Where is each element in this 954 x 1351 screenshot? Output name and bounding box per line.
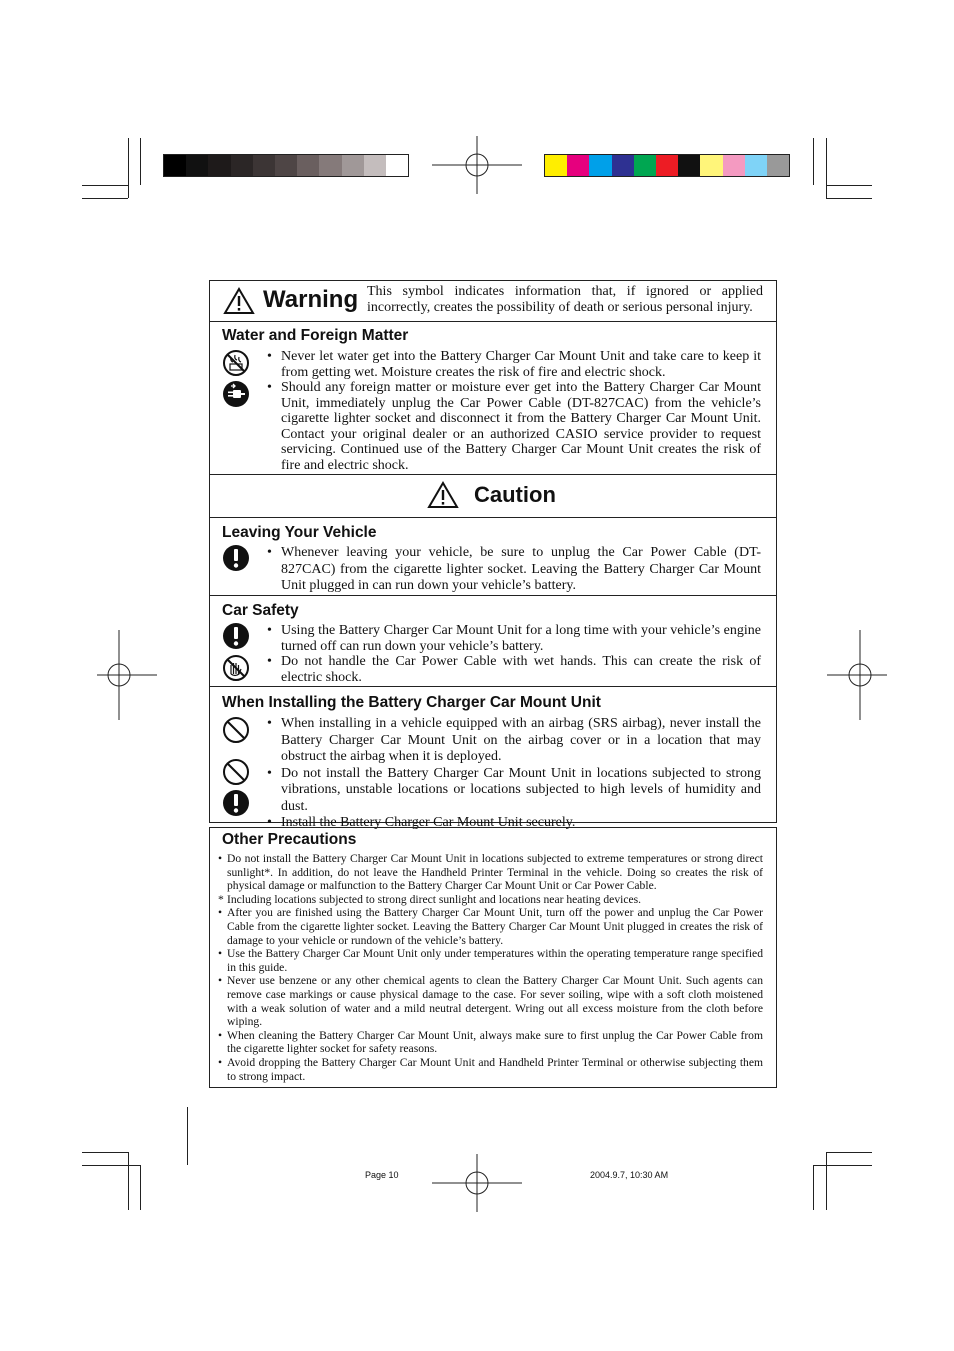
list-item: • When cleaning the Battery Charger Car Mount Unit, always make sure to first unplug the Car Power Cable from the cigarette lighter socket for safety reasons.	[218, 1028, 763, 1056]
color-swatch	[231, 155, 253, 176]
other-list	[218, 852, 763, 1083]
color-swatch	[745, 155, 767, 176]
other-section-title: Other Precautions	[222, 831, 357, 848]
color-swatch	[678, 155, 700, 176]
list-item: • Do not install the Battery Charger Car Mount Unit in locations subjected to strong vibrations, unstable locations or locations subjected to high levels of humidity and dust.	[267, 765, 761, 814]
color-swatch	[186, 155, 208, 176]
registration-mark-bottom	[432, 1138, 522, 1228]
water-section-title: Water and Foreign Matter	[222, 327, 409, 344]
list-item: • Avoid dropping the Battery Charger Car Mount Unit and Handheld Printer Terminal or otherwise subjecting them to strong impact.	[218, 1055, 763, 1083]
leaving-list	[267, 545, 761, 595]
color-swatch	[612, 155, 634, 176]
color-swatch	[656, 155, 678, 176]
list-item: • Do not handle the Car Power Cable with wet hands. This can create the risk of electric shock.	[267, 654, 761, 685]
color-swatch	[567, 155, 589, 176]
color-bar	[544, 154, 790, 177]
list-item: * Including locations subjected to strong direct sunlight and locations near heating devices.	[218, 892, 642, 906]
color-swatch	[364, 155, 386, 176]
warning-description: This symbol indicates information that, if ignored or applied incorrectly, creates the possibility of death or serious personal injury.	[367, 284, 763, 315]
installing-section-title: When Installing the Battery Charger Car Mount Unit	[222, 694, 601, 711]
color-swatch	[342, 155, 364, 176]
divider	[210, 686, 776, 687]
footer-page-number: Page 10	[365, 1170, 399, 1180]
registration-mark-left	[82, 630, 172, 720]
color-swatch	[700, 155, 722, 176]
list-item: • When installing in a vehicle equipped with an airbag (SRS airbag), never install the Battery Charger Car Mount Unit on the airbag cover or in a location that may obstruct the airbag when it is deployed.	[267, 716, 761, 764]
list-item: • Using the Battery Charger Car Mount Unit for a long time with your vehicle’s engine turned off can run down your vehicle’s battery.	[267, 623, 761, 654]
prohibited-icon	[222, 716, 250, 744]
list-item: • Whenever leaving your vehicle, be sure to unplug the Car Power Cable (DT-827CAC) from the cigarette lighter socket. Leaving the Battery Charger Car Mount Unit plugged in can run down your vehicle’s battery.	[267, 545, 761, 593]
color-swatch	[164, 155, 186, 176]
warning-header	[209, 280, 776, 322]
list-item: • Install the Battery Charger Car Mount Unit securely.	[267, 815, 576, 830]
leaving-section-title: Leaving Your Vehicle	[222, 524, 377, 541]
no-water-icon	[222, 349, 250, 377]
divider	[210, 595, 776, 596]
exclamation-icon	[222, 789, 250, 817]
color-swatch	[634, 155, 656, 176]
color-swatch	[297, 155, 319, 176]
color-swatch	[319, 155, 341, 176]
list-item: • After you are finished using the Battery Charger Car Mount Unit, turn off the power and unplug the Car Power Cable from the cigarette lighter socket. Leaving the Battery Charger Car Mount Unit plugged in creates the risk of damage to your vehicle or rundown of the vehicle’s battery.	[218, 906, 763, 947]
color-swatch	[589, 155, 611, 176]
color-swatch	[275, 155, 297, 176]
grayscale-bar	[163, 154, 409, 177]
exclamation-icon	[222, 544, 250, 572]
caution-title: Caution	[474, 482, 556, 507]
divider	[210, 517, 776, 518]
water-list	[267, 349, 761, 473]
color-swatch	[208, 155, 230, 176]
exclamation-icon	[222, 622, 250, 650]
list-item: • Do not install the Battery Charger Car Mount Unit in locations subjected to extreme temperatures or strong direct sunlight*. In addition, do not leave the Handheld Printer Terminal in the vehicle. Doing so creates the risk of physical damage or malfunction to the Battery Charger Car Mount Unit or Car Power Cable.	[218, 852, 763, 893]
registration-mark-top	[432, 120, 522, 210]
warning-title: Warning	[263, 286, 359, 313]
list-item: • Never use benzene or any other chemical agents to clean the Battery Charger Car Mount Unit. Such agents can remove case markings or cause physical damage to the case. For sever soiling, wipe with a soft cloth moistened with a weak solution of water and a mild neutral detergent. Wring out all excess moisture from the cloth before wiping.	[218, 974, 763, 1029]
safety-section-title: Car Safety	[222, 602, 299, 619]
color-swatch	[723, 155, 745, 176]
caution-triangle-icon	[427, 481, 459, 509]
safety-list	[267, 623, 761, 685]
no-wet-hands-icon	[222, 654, 250, 682]
prohibited-icon	[222, 758, 250, 786]
warning-triangle-icon	[223, 287, 255, 315]
list-item: • Never let water get into the Battery Charger Car Mount Unit and take care to keep it from getting wet. Moisture creates the risk of fire and electric shock.	[267, 349, 761, 380]
color-swatch	[767, 155, 789, 176]
unplug-icon	[222, 380, 250, 408]
color-swatch	[386, 155, 408, 176]
list-item: • Should any foreign matter or moisture ever get into the Battery Charger Car Mount Unit, immediately unplug the Car Power Cable (DT-827CAC) from the vehicle’s cigarette lighter socket and disconnect it from the Battery Charger Car Mount Unit. Contact your original dealer or an authorized CASIO service provider to request servicing. Continued use of the Battery Charger Car Mount Unit creates the risk of fire and electric shock.	[267, 380, 761, 473]
footer-timestamp: 2004.9.7, 10:30 AM	[590, 1170, 669, 1180]
color-swatch	[545, 155, 567, 176]
list-item: • Use the Battery Charger Car Mount Unit only under temperatures within the operating temperature range specified in this guide.	[218, 947, 763, 974]
registration-mark-right	[812, 630, 902, 720]
installing-list	[267, 716, 761, 832]
color-swatch	[253, 155, 275, 176]
